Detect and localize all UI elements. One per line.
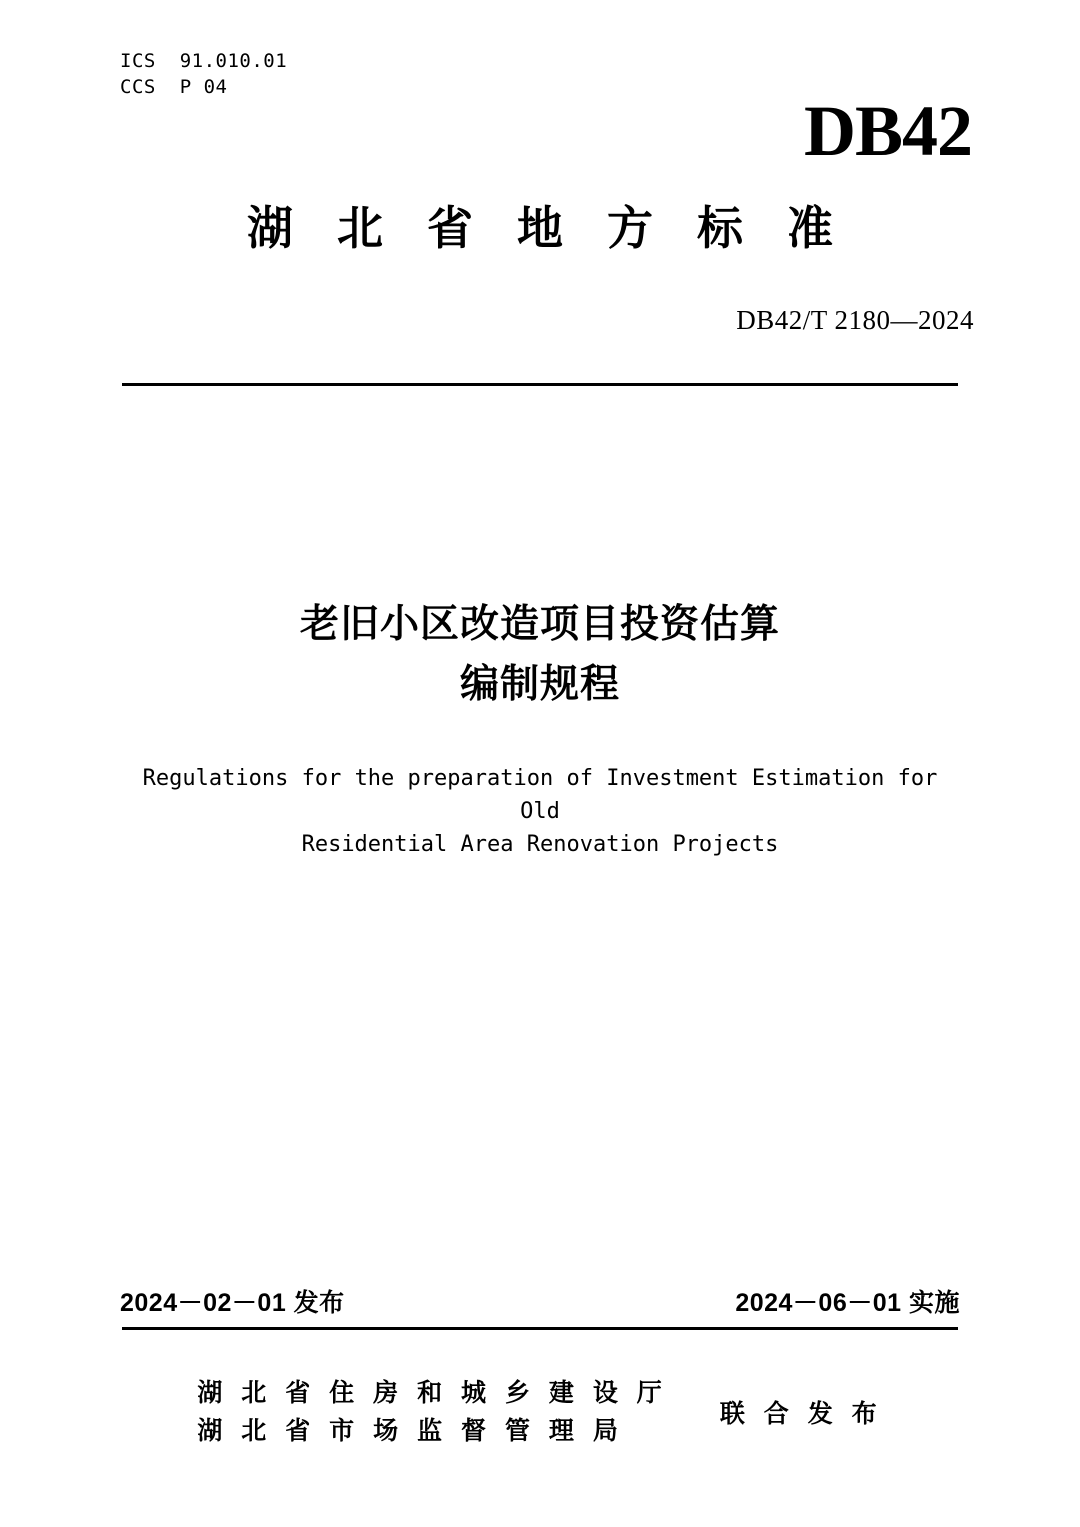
series-char-4: 方	[607, 202, 653, 254]
ccs-code: CCS P 04	[120, 76, 228, 98]
series-char-2: 省	[427, 202, 473, 254]
standard-prefix-logo: DB42	[803, 91, 972, 171]
date-row	[120, 1283, 960, 1317]
publisher-names	[197, 1374, 667, 1450]
document-title-cn-line2: 编制规程	[459, 663, 620, 706]
series-char-3: 地	[517, 202, 563, 254]
series-char-6: 准	[787, 202, 833, 254]
document-title-en-line1: Regulations for the preparation of Investment Estimation for Old	[142, 766, 938, 824]
series-char-0: 湖	[247, 202, 293, 254]
publisher-line-1: 湖 北 省 住 房 和 城 乡 建 设 厅	[197, 1379, 668, 1407]
footer-divider	[122, 1327, 958, 1330]
series-char-1: 北	[337, 202, 383, 254]
publisher-line-2: 湖 北 省 市 场 监 督 管 理 局	[197, 1417, 624, 1445]
joint-release-label: 联 合 发 布	[719, 1400, 883, 1428]
standard-series-title	[120, 200, 960, 258]
document-title-en-line2: Residential Area Renovation Projects	[301, 832, 779, 857]
document-title-cn-line1: 老旧小区改造项目投资估算	[299, 603, 780, 646]
standard-number: DB42/T 2180—2024	[736, 305, 974, 335]
series-char-5: 标	[697, 202, 743, 254]
issue-date: 2024－02－01 发布	[120, 1289, 345, 1317]
effective-date: 2024－06－01 实施	[735, 1289, 960, 1317]
ics-classification-block	[120, 48, 287, 100]
header-divider	[122, 383, 958, 386]
ics-code: ICS 91.010.01	[120, 50, 288, 72]
publisher-block	[120, 1374, 960, 1450]
document-title-en	[120, 762, 960, 861]
document-title-cn	[120, 595, 960, 715]
